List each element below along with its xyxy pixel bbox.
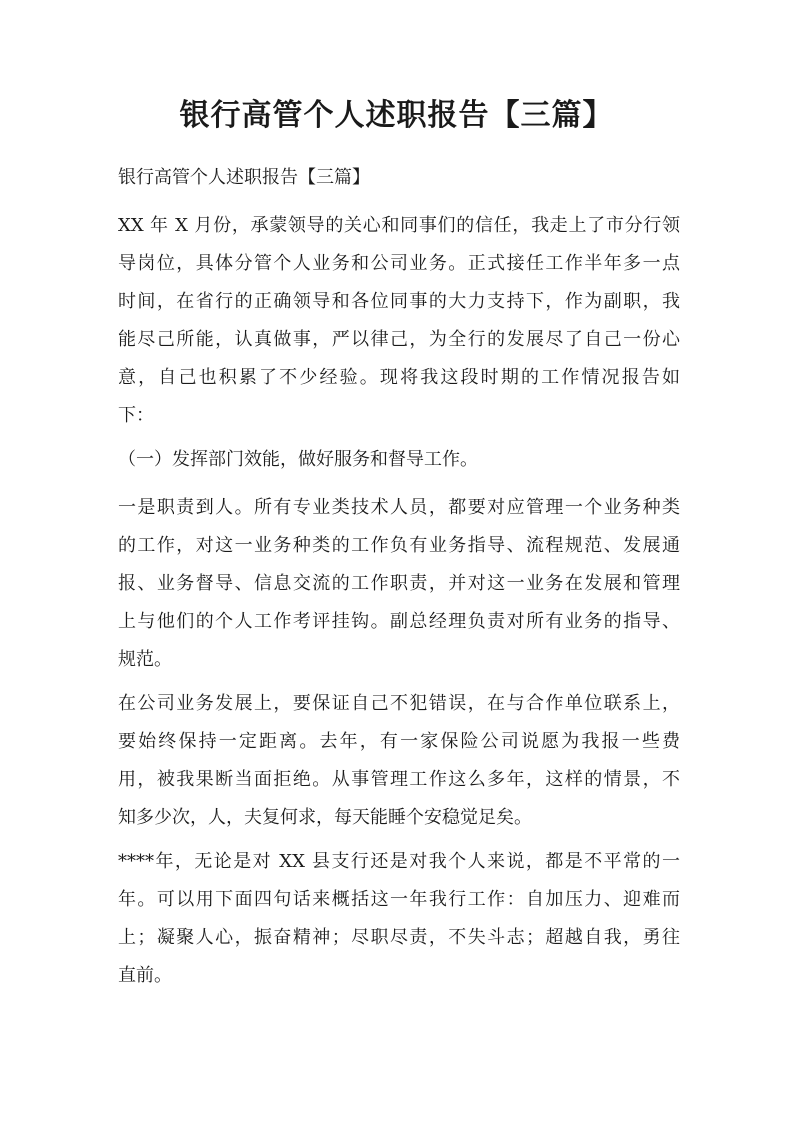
paragraph-4	[118, 685, 680, 837]
paragraph-line: 直前。	[118, 965, 172, 986]
paragraph-line: 上；凝聚人心，振奋精神；尽职尽责，不失斗志；超越自我，勇往	[118, 927, 680, 948]
paragraph-line: 要始终保持一定距离。去年，有一家保险公司说愿为我报一些费	[118, 731, 680, 752]
paragraph-line: 知多少次，人，夫复何求，每天能睡个安稳觉足矣。	[118, 807, 532, 828]
paragraph-line: 导岗位，具体分管个人业务和公司业务。正式接任工作半年多一点	[118, 253, 680, 274]
paragraph-line: （一）发挥部门效能，做好服务和督导工作。	[118, 449, 478, 470]
paragraph-5	[118, 843, 680, 995]
paragraph-line: 年。可以用下面四句话来概括这一年我行工作：自加压力、迎难而	[118, 889, 680, 910]
paragraph-line: 下：	[118, 405, 154, 426]
paragraph-line: XX 年 X 月份，承蒙领导的关心和同事们的信任，我走上了市分行领	[118, 215, 680, 236]
paragraph-line: ****年，无论是对 XX 县支行还是对我个人来说，都是不平常的一	[118, 851, 680, 872]
paragraph-line: 在公司业务发展上，要保证自己不犯错误，在与合作单位联系上，	[118, 693, 680, 714]
paragraph-line: 的工作，对这一业务种类的工作负有业务指导、流程规范、发展通	[118, 535, 680, 556]
document-subtitle: 银行高管个人述职报告【三篇】	[118, 167, 370, 188]
paragraph-line: 用，被我果断当面拒绝。从事管理工作这么多年，这样的情景，不	[118, 769, 680, 790]
paragraph-1	[118, 207, 680, 435]
paragraph-2	[118, 441, 680, 479]
paragraph-line: 规范。	[118, 649, 172, 670]
paragraph-line: 一是职责到人。所有专业类技术人员，都要对应管理一个业务种类	[118, 497, 680, 518]
paragraph-line: 报、业务督导、信息交流的工作职责，并对这一业务在发展和管理	[118, 573, 680, 594]
paragraph-line: 能尽己所能，认真做事，严以律己，为全行的发展尽了自己一份心	[118, 329, 680, 350]
paragraph-3	[118, 489, 680, 679]
paragraph-line: 上与他们的个人工作考评挂钩。副总经理负责对所有业务的指导、	[118, 611, 680, 632]
paragraph-line: 时间，在省行的正确领导和各位同事的大力支持下，作为副职，我	[118, 291, 680, 312]
document-title: 银行高管个人述职报告【三篇】	[179, 98, 614, 133]
paragraph-line: 意，自己也积累了不少经验。现将我这段时期的工作情况报告如	[118, 367, 680, 388]
